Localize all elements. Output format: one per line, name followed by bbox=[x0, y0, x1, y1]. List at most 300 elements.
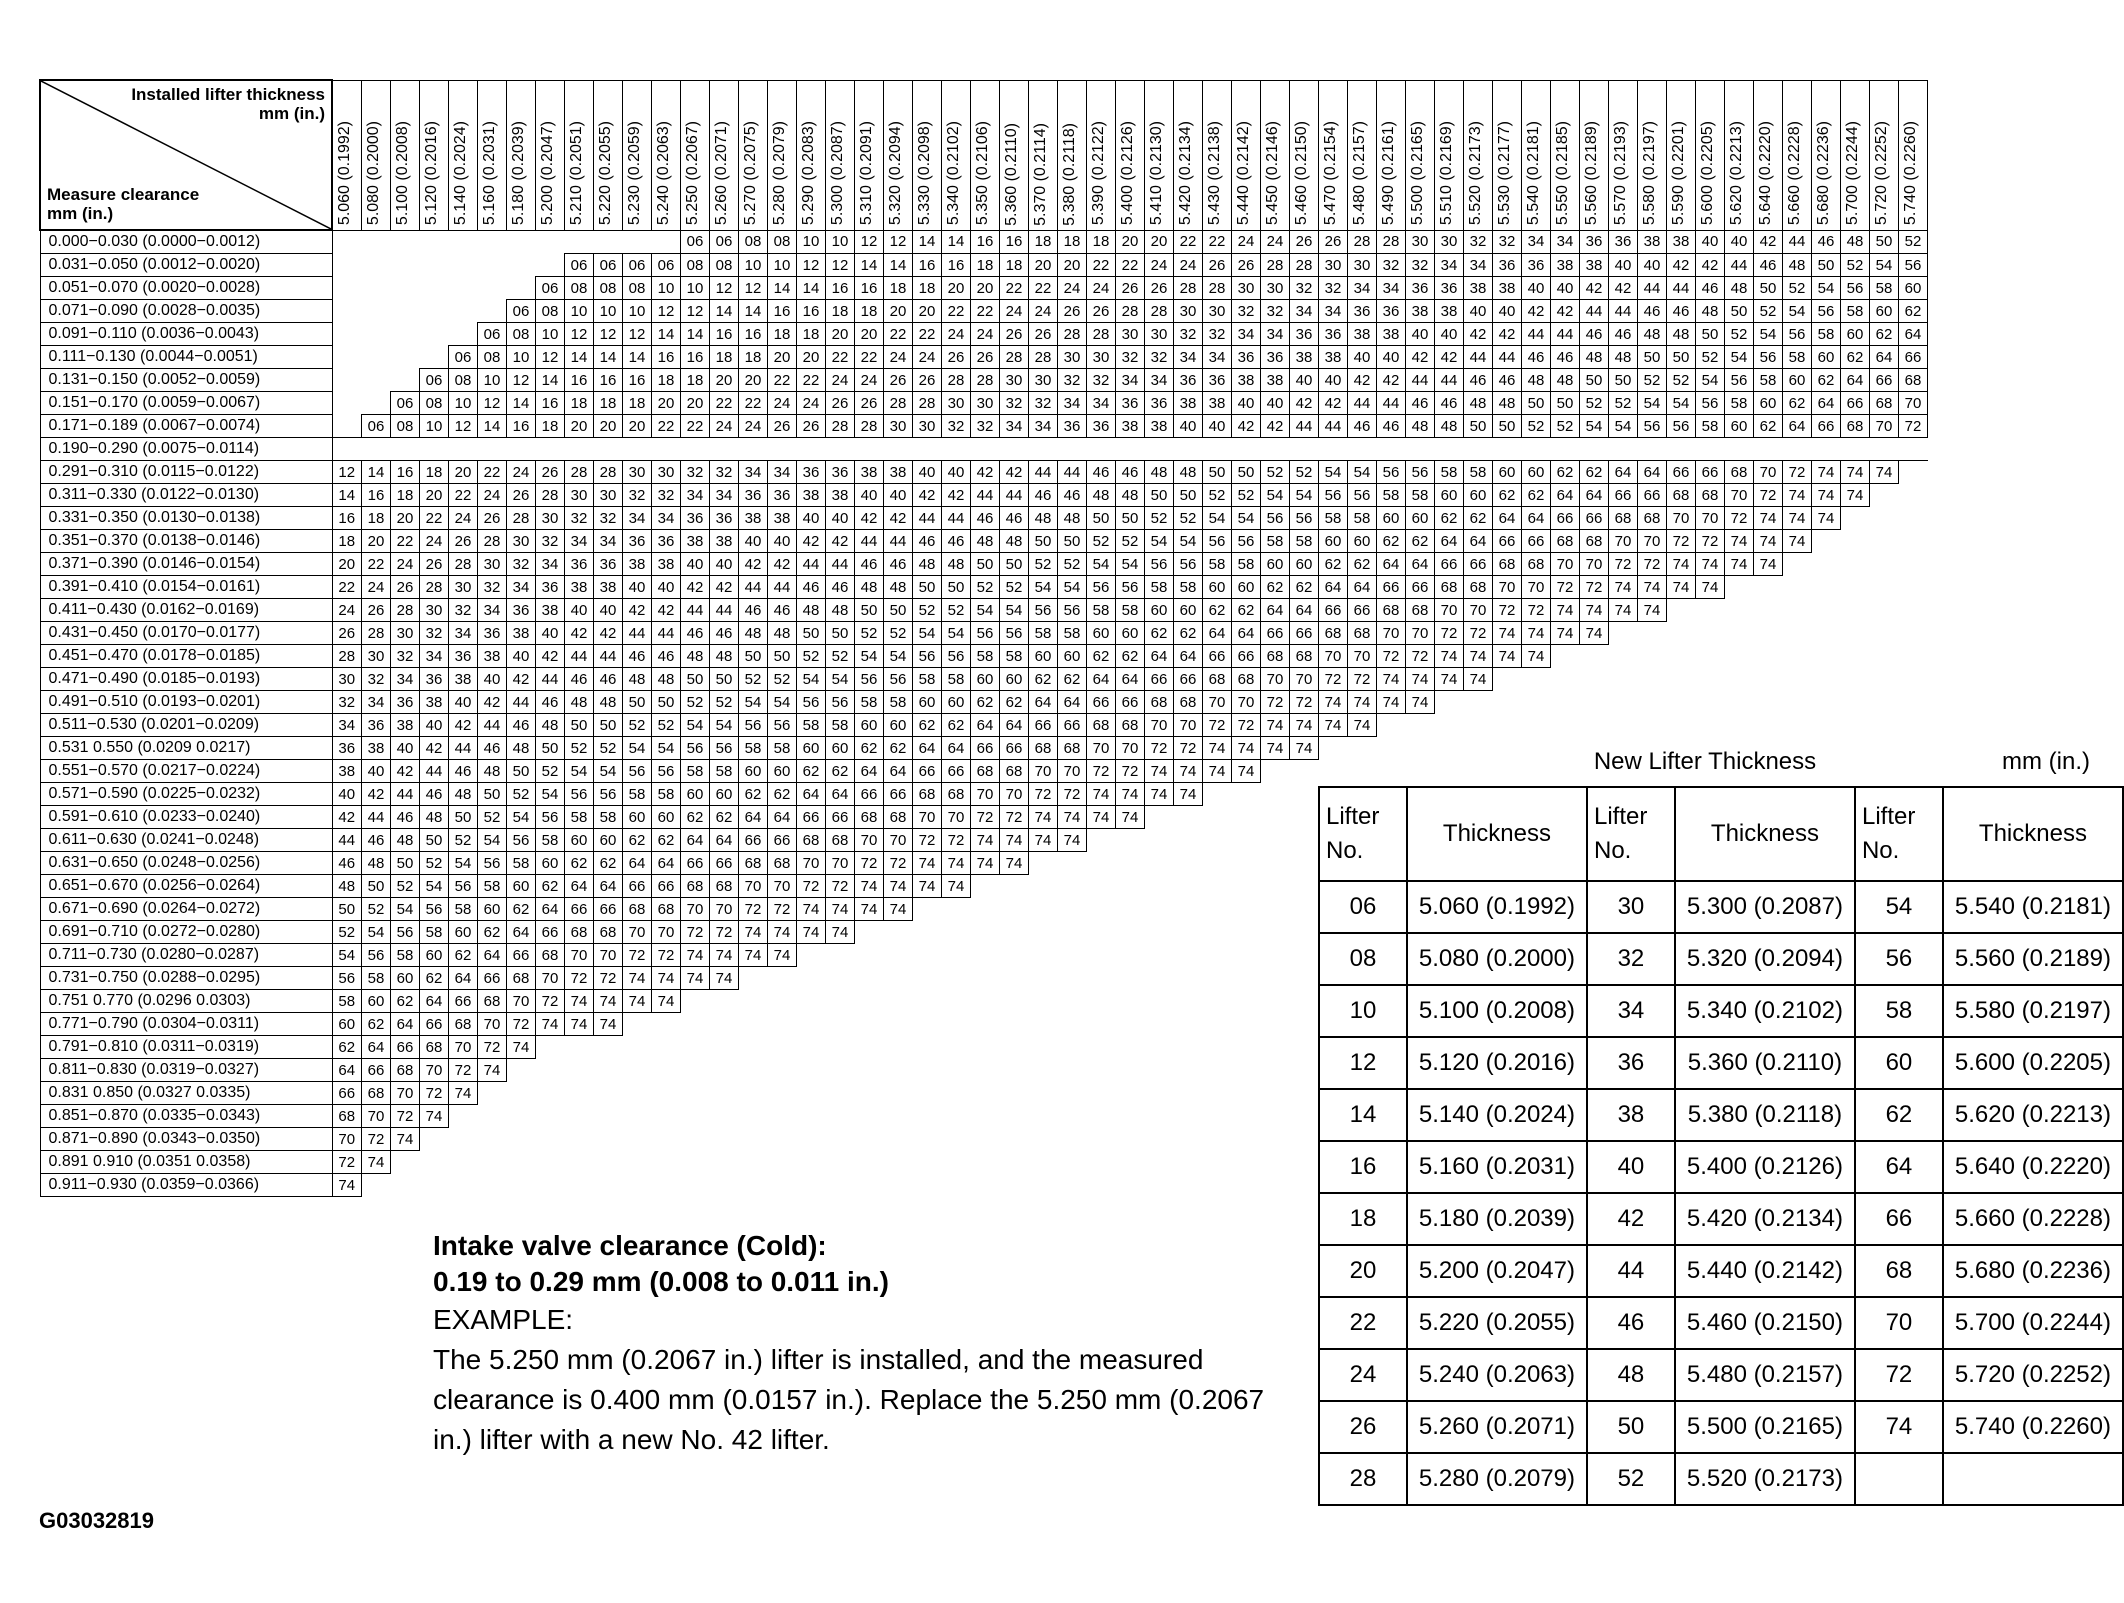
empty-cell bbox=[1464, 691, 1493, 714]
empty-cell bbox=[1058, 875, 1087, 898]
lifter-number-cell: 60 bbox=[1087, 622, 1116, 645]
lifter-number-cell: 22 bbox=[942, 300, 971, 323]
lifter-number-cell: 54 bbox=[768, 691, 797, 714]
empty-cell bbox=[884, 1059, 913, 1082]
lifter-number-cell: 74 bbox=[565, 990, 594, 1013]
lifter-number-cell: 38 bbox=[1290, 346, 1319, 369]
lifter-number-cell: 42 bbox=[362, 783, 391, 806]
lifter-number-cell: 40 bbox=[797, 507, 826, 530]
lifter-number-cell: 48 bbox=[1609, 346, 1638, 369]
lifter-number-cell: 10 bbox=[797, 230, 826, 254]
empty-cell bbox=[478, 1174, 507, 1197]
empty-cell bbox=[1609, 714, 1638, 737]
lifter-number-cell: 42 bbox=[1232, 415, 1261, 438]
lifter-number-cell: 40 bbox=[362, 760, 391, 783]
empty-cell bbox=[652, 1174, 681, 1197]
thickness-column-label: 5.640 (0.2220) bbox=[1757, 121, 1774, 226]
lifter-number-cell: 72 bbox=[1232, 714, 1261, 737]
empty-cell bbox=[710, 1013, 739, 1036]
empty-cell bbox=[1841, 599, 1870, 622]
empty-cell bbox=[1812, 530, 1841, 553]
lifter-number-cell: 74 bbox=[1754, 530, 1783, 553]
lifter-number-cell: 40 bbox=[739, 530, 768, 553]
lifter-number-cell: 66 bbox=[855, 783, 884, 806]
lifter-number-cell: 64 bbox=[826, 783, 855, 806]
clearance-range-label: 0.391−0.410 (0.0154−0.0161) bbox=[40, 576, 332, 599]
lifter-number-cell: 70 bbox=[884, 829, 913, 852]
lifter-number-cell: 68 bbox=[1174, 691, 1203, 714]
lifter-number-cell: 36 bbox=[478, 622, 507, 645]
empty-cell bbox=[623, 1036, 652, 1059]
lifter-number-cell: 66 bbox=[913, 760, 942, 783]
lifter-number-cell: 48 bbox=[1116, 484, 1145, 507]
lifter-number-cell: 74 bbox=[362, 1151, 391, 1174]
lifter-thickness-cell: 5.460 (0.2150) bbox=[1675, 1297, 1855, 1349]
lifter-number-cell: 68 bbox=[1522, 553, 1551, 576]
note-example-text: The 5.250 mm (0.2067 in.) lifter is installed, and the measured clearance is 0.400 mm (0.0157 in.). Replace the 5.250 mm (0.2067 in.) lifter with a new No. 42 lifter. bbox=[433, 1344, 1265, 1455]
lifter-number-cell: 28 bbox=[942, 369, 971, 392]
lifter-number-cell: 62 bbox=[710, 806, 739, 829]
lifter-number-cell: 60 bbox=[1174, 599, 1203, 622]
thickness-column-label: 5.220 (0.2055) bbox=[597, 121, 614, 226]
lifter-number-cell: 64 bbox=[652, 852, 681, 875]
lifter-number-cell: 50 bbox=[332, 898, 362, 921]
lifter-number-cell: 38 bbox=[1435, 300, 1464, 323]
lifter-number-cell: 70 bbox=[1754, 461, 1783, 484]
lifter-number-cell: 34 bbox=[1522, 230, 1551, 254]
lifter-number-cell: 64 bbox=[1319, 576, 1348, 599]
lifter-number-cell: 70 bbox=[1145, 714, 1174, 737]
lifter-number-cell: 54 bbox=[797, 668, 826, 691]
lifter-number-cell: 26 bbox=[507, 484, 536, 507]
lifter-number-cell: 20 bbox=[449, 461, 478, 484]
lifter-number-cell: 26 bbox=[971, 346, 1000, 369]
thickness-column-label: 5.180 (0.2039) bbox=[510, 121, 527, 226]
empty-cell bbox=[1058, 1151, 1087, 1174]
lifter-number-cell: 74 bbox=[768, 921, 797, 944]
clearance-range-label: 0.811−0.830 (0.0319−0.0327) bbox=[40, 1059, 332, 1082]
lifter-number-cell: 74 bbox=[1580, 622, 1609, 645]
lifter-number-cell: 68 bbox=[507, 967, 536, 990]
lifter-number-cell: 34 bbox=[1145, 369, 1174, 392]
empty-cell bbox=[1638, 668, 1667, 691]
lifter-number-cell: 28 bbox=[362, 622, 391, 645]
lifter-number-cell: 46 bbox=[681, 622, 710, 645]
lifter-number-cell: 60 bbox=[1290, 553, 1319, 576]
lifter-number-cell: 32 bbox=[1377, 254, 1406, 277]
lifter-number-cell: 62 bbox=[391, 990, 420, 1013]
lifter-number-cell: 74 bbox=[739, 944, 768, 967]
lifter-number-cell: 42 bbox=[1696, 254, 1725, 277]
lifter-number-cell: 30 bbox=[652, 461, 681, 484]
lifter-number-cell: 74 bbox=[1812, 461, 1841, 484]
lifter-number-cell: 56 bbox=[1319, 484, 1348, 507]
lifter-number-cell: 24 bbox=[971, 323, 1000, 346]
lifter-number-cell: 54 bbox=[1667, 392, 1696, 415]
lifter-number-cell: 74 bbox=[1667, 553, 1696, 576]
lifter-number-cell: 66 bbox=[1638, 484, 1667, 507]
empty-cell bbox=[710, 1105, 739, 1128]
lifter-number-cell: 56 bbox=[1667, 415, 1696, 438]
empty-cell bbox=[1145, 852, 1174, 875]
lifter-number-cell: 40 bbox=[652, 576, 681, 599]
lifter-number-cell: 62 bbox=[1580, 461, 1609, 484]
lifter-number-cell: 66 bbox=[826, 806, 855, 829]
lifter-number-cell: 48 bbox=[1638, 323, 1667, 346]
empty-cell bbox=[449, 277, 478, 300]
lifter-number-cell: 30 bbox=[565, 484, 594, 507]
lifter-no-cell: 50 bbox=[1587, 1401, 1675, 1453]
lifter-number-cell: 74 bbox=[478, 1059, 507, 1082]
lifter-number-cell: 64 bbox=[1116, 668, 1145, 691]
lifter-number-cell: 06 bbox=[420, 369, 449, 392]
lifter-number-cell: 30 bbox=[478, 553, 507, 576]
empty-cell bbox=[1203, 829, 1232, 852]
thickness-column-header bbox=[565, 80, 594, 230]
lifter-number-cell: 72 bbox=[478, 1036, 507, 1059]
lifter-number-cell: 16 bbox=[913, 254, 942, 277]
lifter-number-cell: 26 bbox=[1290, 230, 1319, 254]
clearance-range-label: 0.751 0.770 (0.0296 0.0303) bbox=[40, 990, 332, 1013]
lifter-number-cell: 54 bbox=[855, 645, 884, 668]
lifter-number-cell: 50 bbox=[1522, 392, 1551, 415]
lifter-number-cell: 36 bbox=[1348, 300, 1377, 323]
lifter-number-cell: 28 bbox=[420, 576, 449, 599]
lifter-number-cell: 56 bbox=[971, 622, 1000, 645]
lifter-number-cell: 72 bbox=[362, 1128, 391, 1151]
thickness-column-label: 5.550 (0.2185) bbox=[1554, 121, 1571, 226]
lifter-number-cell: 22 bbox=[478, 461, 507, 484]
lifter-number-cell: 72 bbox=[826, 875, 855, 898]
thickness-column-header bbox=[362, 80, 391, 230]
lifter-number-cell: 70 bbox=[1261, 668, 1290, 691]
lifter-number-cell: 74 bbox=[1174, 783, 1203, 806]
empty-cell bbox=[332, 369, 362, 392]
lifter-number-cell: 64 bbox=[478, 944, 507, 967]
lifter-number-cell: 52 bbox=[362, 898, 391, 921]
clearance-row bbox=[40, 668, 1928, 691]
lifter-number-cell: 58 bbox=[681, 760, 710, 783]
lifter-number-cell: 66 bbox=[1899, 346, 1928, 369]
empty-cell bbox=[332, 323, 362, 346]
lifter-number-cell: 42 bbox=[1290, 392, 1319, 415]
lifter-number-cell: 60 bbox=[1812, 346, 1841, 369]
lifter-number-cell: 26 bbox=[884, 369, 913, 392]
empty-cell bbox=[1174, 875, 1203, 898]
lifter-number-cell: 40 bbox=[332, 783, 362, 806]
lifter-number-cell: 30 bbox=[942, 392, 971, 415]
thickness-column-header bbox=[652, 80, 681, 230]
lifter-number-cell: 68 bbox=[536, 944, 565, 967]
empty-cell bbox=[362, 230, 391, 254]
lifter-number-cell: 22 bbox=[1000, 277, 1029, 300]
lifter-number-cell: 34 bbox=[1058, 392, 1087, 415]
empty-cell bbox=[1058, 990, 1087, 1013]
lifter-number-cell: 62 bbox=[565, 852, 594, 875]
lifter-number-cell: 68 bbox=[797, 829, 826, 852]
lifter-number-cell: 40 bbox=[391, 737, 420, 760]
lifter-number-cell: 68 bbox=[739, 852, 768, 875]
empty-cell bbox=[797, 967, 826, 990]
lifter-number-cell: 50 bbox=[1116, 507, 1145, 530]
lifter-number-cell: 28 bbox=[1116, 300, 1145, 323]
empty-cell bbox=[1261, 829, 1290, 852]
lifter-number-cell: 40 bbox=[1435, 323, 1464, 346]
empty-cell bbox=[826, 1105, 855, 1128]
lifter-number-cell: 64 bbox=[420, 990, 449, 1013]
lifter-number-cell: 52 bbox=[681, 691, 710, 714]
lifter-number-cell: 68 bbox=[565, 921, 594, 944]
lifter-number-cell: 72 bbox=[1464, 622, 1493, 645]
lifter-number-cell: 20 bbox=[710, 369, 739, 392]
thickness-column-label: 5.490 (0.2161) bbox=[1380, 121, 1397, 226]
lifter-number-cell: 62 bbox=[1116, 645, 1145, 668]
lifter-number-cell: 74 bbox=[449, 1082, 478, 1105]
empty-cell bbox=[855, 1036, 884, 1059]
lifter-number-cell: 26 bbox=[391, 576, 420, 599]
lifter-number-cell: 30 bbox=[623, 461, 652, 484]
lifter-number-cell: 50 bbox=[652, 691, 681, 714]
lifter-number-cell: 46 bbox=[1493, 369, 1522, 392]
lifter-number-cell: 54 bbox=[739, 691, 768, 714]
empty-cell bbox=[855, 1174, 884, 1197]
lifter-number-cell: 46 bbox=[855, 553, 884, 576]
lifter-no-cell: 12 bbox=[1319, 1037, 1407, 1089]
empty-cell bbox=[1232, 1013, 1261, 1036]
lifter-number-cell: 34 bbox=[768, 461, 797, 484]
lifter-number-cell: 34 bbox=[1000, 415, 1029, 438]
empty-cell bbox=[1029, 921, 1058, 944]
lifter-number-cell: 74 bbox=[623, 990, 652, 1013]
lifter-number-cell: 52 bbox=[652, 714, 681, 737]
lifter-no-header: Lifter No. bbox=[1855, 787, 1943, 881]
empty-cell bbox=[1058, 967, 1087, 990]
lifter-number-cell: 42 bbox=[710, 576, 739, 599]
lifter-number-cell: 56 bbox=[391, 921, 420, 944]
lifter-number-cell: 36 bbox=[826, 461, 855, 484]
lifter-number-cell: 28 bbox=[913, 392, 942, 415]
lifter-number-cell: 74 bbox=[826, 921, 855, 944]
lifter-number-cell: 48 bbox=[594, 691, 623, 714]
lifter-number-cell: 72 bbox=[710, 921, 739, 944]
lifter-number-cell: 74 bbox=[1116, 806, 1145, 829]
empty-cell bbox=[332, 300, 362, 323]
lifter-number-cell: 22 bbox=[681, 415, 710, 438]
lifter-number-cell: 38 bbox=[1377, 323, 1406, 346]
empty-cell bbox=[362, 369, 391, 392]
lifter-number-cell: 54 bbox=[478, 829, 507, 852]
empty-cell bbox=[1261, 1082, 1290, 1105]
lifter-number-cell: 06 bbox=[652, 254, 681, 277]
empty-cell bbox=[507, 1082, 536, 1105]
lifter-thickness-cell: 5.540 (0.2181) bbox=[1943, 881, 2123, 933]
lifter-number-cell: 16 bbox=[797, 300, 826, 323]
empty-cell bbox=[1754, 599, 1783, 622]
lifter-number-cell: 34 bbox=[1551, 230, 1580, 254]
lifter-number-cell: 36 bbox=[739, 484, 768, 507]
thickness-column-header bbox=[1290, 80, 1319, 230]
lifter-number-cell: 74 bbox=[1435, 645, 1464, 668]
empty-cell bbox=[391, 277, 420, 300]
thickness-column-label: 5.700 (0.2244) bbox=[1844, 121, 1861, 226]
lifter-number-cell: 74 bbox=[1754, 507, 1783, 530]
lifter-number-cell: 58 bbox=[826, 714, 855, 737]
empty-cell bbox=[1290, 990, 1319, 1013]
empty-cell bbox=[1174, 990, 1203, 1013]
empty-cell bbox=[884, 1036, 913, 1059]
lifter-number-cell: 34 bbox=[1087, 392, 1116, 415]
lifter-thickness-cell: 5.420 (0.2134) bbox=[1675, 1193, 1855, 1245]
lifter-number-cell: 20 bbox=[362, 530, 391, 553]
empty-cell bbox=[1899, 691, 1928, 714]
lifter-number-cell: 56 bbox=[536, 806, 565, 829]
lifter-number-cell: 44 bbox=[1319, 415, 1348, 438]
lifter-number-cell: 70 bbox=[1464, 599, 1493, 622]
empty-cell bbox=[1290, 806, 1319, 829]
lifter-number-cell: 64 bbox=[1290, 599, 1319, 622]
empty-cell bbox=[1174, 829, 1203, 852]
lifter-number-cell: 18 bbox=[826, 300, 855, 323]
lifter-number-cell: 24 bbox=[913, 346, 942, 369]
lifter-number-cell: 46 bbox=[420, 783, 449, 806]
lifter-number-cell: 70 bbox=[1870, 415, 1899, 438]
lifter-number-cell: 14 bbox=[362, 461, 391, 484]
lifter-number-cell: 50 bbox=[797, 622, 826, 645]
lifter-number-cell: 68 bbox=[942, 783, 971, 806]
lifter-number-cell: 66 bbox=[1812, 415, 1841, 438]
empty-cell bbox=[971, 1036, 1000, 1059]
empty-cell bbox=[826, 1128, 855, 1151]
lifter-number-cell: 72 bbox=[1000, 806, 1029, 829]
empty-cell bbox=[1087, 1059, 1116, 1082]
thickness-column-header bbox=[884, 80, 913, 230]
clearance-range-label: 0.071−0.090 (0.0028−0.0035) bbox=[40, 300, 332, 323]
empty-cell bbox=[652, 1013, 681, 1036]
lifter-number-cell: 22 bbox=[826, 346, 855, 369]
lifter-number-cell: 16 bbox=[826, 277, 855, 300]
lifter-number-cell: 66 bbox=[739, 829, 768, 852]
lifter-number-cell: 34 bbox=[1464, 254, 1493, 277]
lifter-number-cell: 24 bbox=[739, 415, 768, 438]
lifter-number-cell: 30 bbox=[1406, 230, 1435, 254]
thickness-column-label: 5.270 (0.2075) bbox=[742, 121, 759, 226]
lifter-number-cell: 68 bbox=[1435, 576, 1464, 599]
thickness-column-label: 5.420 (0.2134) bbox=[1177, 121, 1194, 226]
lifter-no-cell: 52 bbox=[1587, 1453, 1675, 1505]
lifter-number-cell: 26 bbox=[826, 392, 855, 415]
lifter-number-cell: 48 bbox=[536, 714, 565, 737]
installed-thickness-label: Installed lifter thickness mm (in.) bbox=[131, 85, 325, 123]
empty-cell bbox=[768, 967, 797, 990]
lifter-number-cell: 74 bbox=[1058, 806, 1087, 829]
lifter-number-cell: 74 bbox=[594, 1013, 623, 1036]
empty-cell bbox=[623, 230, 652, 254]
lifter-number-cell: 54 bbox=[1783, 300, 1812, 323]
empty-cell bbox=[1116, 1059, 1145, 1082]
empty-cell bbox=[1899, 507, 1928, 530]
lifter-number-cell: 64 bbox=[1870, 346, 1899, 369]
thickness-column-label: 5.680 (0.2236) bbox=[1815, 121, 1832, 226]
empty-cell bbox=[1812, 599, 1841, 622]
empty-cell bbox=[884, 1013, 913, 1036]
lifter-number-cell: 16 bbox=[507, 415, 536, 438]
lifter-number-cell: 26 bbox=[768, 415, 797, 438]
lifter-number-cell: 26 bbox=[1000, 323, 1029, 346]
empty-cell bbox=[1203, 1151, 1232, 1174]
lifter-number-cell: 14 bbox=[710, 300, 739, 323]
lifter-number-cell: 22 bbox=[391, 530, 420, 553]
lifter-number-cell: 06 bbox=[565, 254, 594, 277]
empty-cell bbox=[391, 230, 420, 254]
thickness-column-header bbox=[1029, 80, 1058, 230]
lifter-number-cell: 12 bbox=[507, 369, 536, 392]
lifter-number-cell: 16 bbox=[1000, 230, 1029, 254]
empty-cell bbox=[1667, 622, 1696, 645]
new-lifter-thickness-table bbox=[1318, 786, 2124, 1506]
lifter-number-cell: 38 bbox=[362, 737, 391, 760]
lifter-number-cell: 44 bbox=[855, 530, 884, 553]
empty-cell bbox=[1261, 898, 1290, 921]
thickness-column-header bbox=[797, 80, 826, 230]
lifter-number-cell: 06 bbox=[362, 415, 391, 438]
lifter-number-cell: 46 bbox=[1609, 323, 1638, 346]
clearance-range-label: 0.351−0.370 (0.0138−0.0146) bbox=[40, 530, 332, 553]
lifter-number-cell: 38 bbox=[1667, 230, 1696, 254]
lifter-number-cell: 34 bbox=[710, 484, 739, 507]
lifter-number-cell: 58 bbox=[1232, 553, 1261, 576]
lifter-number-cell: 66 bbox=[1319, 599, 1348, 622]
lifter-number-cell: 52 bbox=[1087, 530, 1116, 553]
lifter-number-cell: 42 bbox=[623, 599, 652, 622]
lifter-number-cell: 30 bbox=[1232, 277, 1261, 300]
lifter-number-cell: 64 bbox=[594, 875, 623, 898]
thickness-column-header bbox=[739, 80, 768, 230]
thickness-column-header bbox=[420, 80, 449, 230]
lifter-number-cell: 50 bbox=[1174, 484, 1203, 507]
lifter-number-cell: 72 bbox=[449, 1059, 478, 1082]
lifter-number-cell: 52 bbox=[710, 691, 739, 714]
lifter-number-cell: 72 bbox=[1290, 691, 1319, 714]
lifter-number-cell: 72 bbox=[913, 829, 942, 852]
lifter-number-cell: 18 bbox=[362, 507, 391, 530]
lifter-thickness-cell: 5.500 (0.2165) bbox=[1675, 1401, 1855, 1453]
lifter-number-cell: 70 bbox=[1435, 599, 1464, 622]
empty-cell bbox=[1116, 1013, 1145, 1036]
lifter-number-cell: 60 bbox=[797, 737, 826, 760]
thickness-column-header bbox=[1058, 80, 1087, 230]
lifter-number-cell: 70 bbox=[565, 944, 594, 967]
lifter-number-cell: 46 bbox=[332, 852, 362, 875]
empty-cell bbox=[391, 254, 420, 277]
lifter-number-cell: 26 bbox=[332, 622, 362, 645]
lifter-number-cell: 32 bbox=[652, 484, 681, 507]
empty-cell bbox=[855, 1151, 884, 1174]
lifter-number-cell: 44 bbox=[971, 484, 1000, 507]
lifter-number-cell: 62 bbox=[362, 1013, 391, 1036]
lifter-number-cell: 32 bbox=[1087, 369, 1116, 392]
lifter-number-cell: 54 bbox=[362, 921, 391, 944]
lifter-number-cell: 74 bbox=[1783, 530, 1812, 553]
lifter-number-cell: 46 bbox=[1812, 230, 1841, 254]
empty-cell bbox=[855, 921, 884, 944]
lifter-number-cell: 52 bbox=[478, 806, 507, 829]
lifter-number-cell: 32 bbox=[1203, 323, 1232, 346]
lifter-number-cell: 58 bbox=[1725, 392, 1754, 415]
lifter-thickness-cell: 5.160 (0.2031) bbox=[1407, 1141, 1587, 1193]
lifter-number-cell: 60 bbox=[826, 737, 855, 760]
lifter-number-cell: 74 bbox=[1783, 484, 1812, 507]
empty-cell bbox=[681, 1151, 710, 1174]
